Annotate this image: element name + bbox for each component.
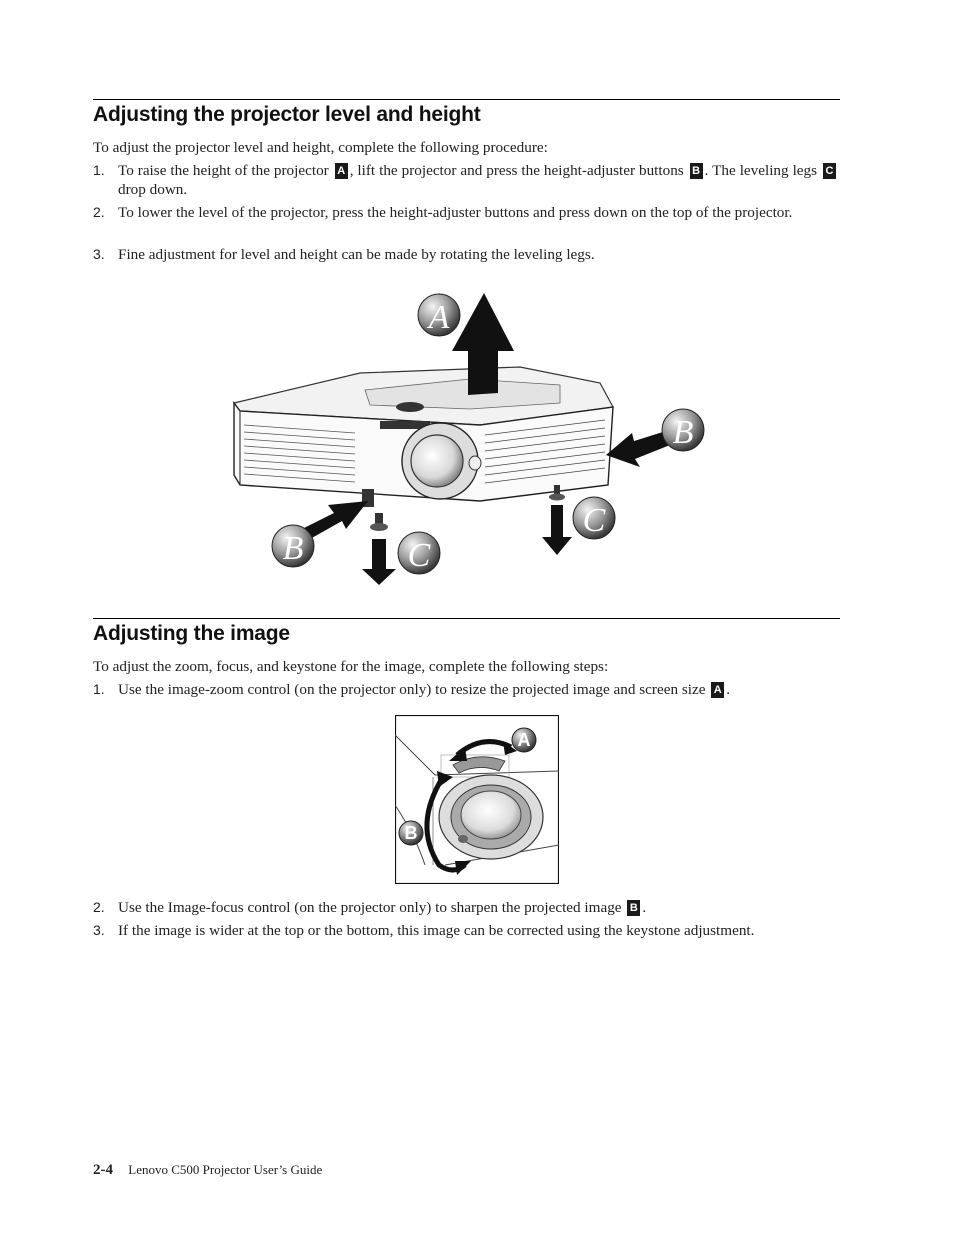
list-item — [93, 245, 838, 264]
step-text: Fine adjustment for level and height can be made by rotating the leveling legs. — [118, 246, 595, 263]
svg-text:A: A — [517, 730, 531, 750]
svg-text:C: C — [582, 502, 606, 539]
svg-text:B: B — [672, 414, 694, 451]
callout-b — [272, 525, 314, 567]
step-text: To lower the level of the projector, press the height-adjuster buttons and press down on the top of the projector. — [118, 204, 793, 221]
list-number: 2. — [93, 899, 105, 915]
list-item — [93, 898, 838, 917]
step-text: drop down. — [118, 181, 188, 198]
list-number: 2. — [93, 204, 105, 220]
svg-text:B: B — [282, 530, 304, 567]
callout-key: A — [711, 682, 724, 698]
list-number: 3. — [93, 922, 105, 938]
list-number: 1. — [93, 681, 105, 697]
arrow-down-icon — [542, 505, 572, 555]
section-heading: Adjusting the projector level and height — [93, 103, 481, 126]
step-text: Use the image-zoom control (on the projector only) to resize the projected image and screen size — [118, 681, 706, 698]
section-rule — [93, 99, 840, 100]
page-number: 2-4 — [93, 1162, 113, 1178]
callout-b — [399, 821, 423, 845]
projector-figure — [230, 285, 710, 590]
callout-key: B — [627, 900, 640, 916]
list-number: 3. — [93, 246, 105, 262]
step-text: , lift the projector and press the height-adjuster buttons — [349, 162, 684, 179]
list-item — [93, 161, 838, 199]
step-text: To raise the height of the projector — [118, 162, 329, 179]
intro-text: To adjust the zoom, focus, and keystone for the image, complete the following steps: — [93, 658, 609, 675]
step-text: . — [726, 681, 731, 698]
list-number: 1. — [93, 162, 105, 178]
section-heading: Adjusting the image — [93, 622, 290, 645]
svg-text:B: B — [404, 823, 418, 843]
arrow-left-icon — [606, 431, 670, 467]
callout-key: B — [690, 163, 703, 179]
step-text: . — [642, 899, 647, 916]
callout-c — [398, 532, 440, 574]
document-title: Lenovo C500 Projector User’s Guide — [128, 1162, 323, 1177]
callout-a — [512, 728, 536, 752]
page-footer — [93, 1162, 322, 1179]
lens-control-figure — [395, 715, 559, 884]
svg-text:C: C — [407, 537, 431, 574]
step-text: Use the Image-focus control (on the projector only) to sharpen the projected image — [118, 899, 622, 916]
callout-key: C — [823, 163, 836, 179]
arrow-right-icon — [302, 501, 368, 539]
intro-text: To adjust the projector level and height, complete the following procedure: — [93, 139, 548, 156]
list-item — [93, 921, 838, 940]
callout-b — [662, 409, 704, 451]
section-rule — [93, 618, 840, 619]
callout-a — [418, 294, 460, 336]
list-item — [93, 680, 838, 699]
step-text: If the image is wider at the top or the bottom, this image can be corrected using the keystone adjustment. — [118, 922, 755, 939]
callout-key: A — [335, 163, 348, 179]
svg-text:A: A — [428, 299, 450, 336]
step-text: . The leveling legs — [704, 162, 818, 179]
arrow-down-icon — [362, 539, 396, 585]
callout-c — [573, 497, 615, 539]
list-item — [93, 203, 838, 222]
